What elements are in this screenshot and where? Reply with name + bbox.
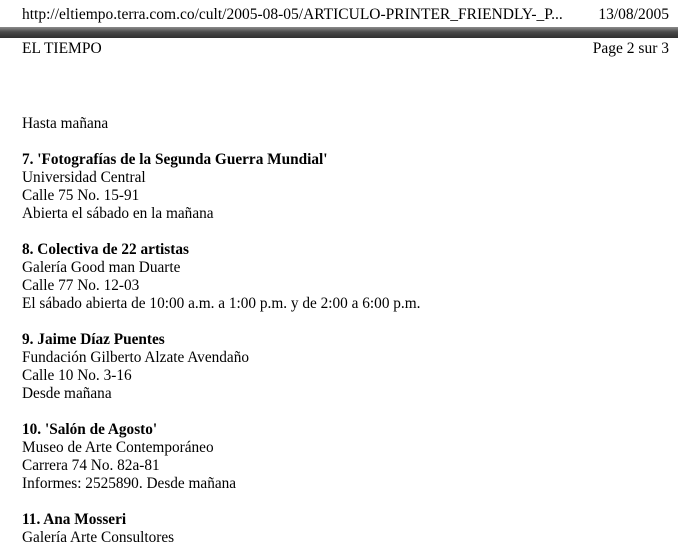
listing-address: Calle 75 No. 15-91	[22, 187, 140, 204]
listing-item	[22, 241, 662, 313]
listing-address: Carrera 74 No. 82a-81	[22, 457, 160, 474]
listing-schedule: Desde mañana	[22, 385, 112, 402]
listing-venue: Universidad Central	[22, 169, 146, 186]
article-intro: Hasta mañana	[22, 115, 109, 132]
page-url: http://eltiempo.terra.com.co/cult/2005-08-05/ARTICULO-PRINTER_FRIENDLY-_P...	[22, 6, 563, 23]
article-body	[22, 115, 662, 544]
listing-title: 9. Jaime Díaz Puentes	[22, 331, 165, 348]
listing-venue: Galería Arte Consultores	[22, 529, 175, 544]
listing-schedule: El sábado abierta de 10:00 a.m. a 1:00 p.m. y de 2:00 a 6:00 p.m.	[22, 295, 421, 312]
listing-venue: Museo de Arte Contemporáneo	[22, 439, 214, 456]
listing-item	[22, 151, 662, 223]
listing-title: 8. Colectiva de 22 artistas	[22, 241, 189, 258]
listing-venue: Fundación Gilberto Alzate Avendaño	[22, 349, 249, 366]
listing-address: Calle 10 No. 3-16	[22, 367, 132, 384]
header-divider	[0, 27, 678, 38]
listing-title: 7. 'Fotografías de la Segunda Guerra Mundial'	[22, 151, 328, 168]
page-counter: Page 2 sur 3	[592, 40, 669, 57]
print-header	[0, 0, 678, 58]
site-name: EL TIEMPO	[22, 40, 102, 57]
listing-venue: Galería Good man Duarte	[22, 259, 181, 276]
listing-item	[22, 421, 662, 493]
print-date: 13/08/2005	[598, 6, 669, 23]
listing-schedule: Abierta el sábado en la mañana	[22, 205, 214, 222]
listing-address: Calle 77 No. 12-03	[22, 277, 140, 294]
listing-title: 11. Ana Mosseri	[22, 511, 127, 528]
listing-item	[22, 511, 662, 544]
listing-title: 10. 'Salón de Agosto'	[22, 421, 158, 438]
listing-item	[22, 331, 662, 403]
listing-schedule: Informes: 2525890. Desde mañana	[22, 475, 237, 492]
